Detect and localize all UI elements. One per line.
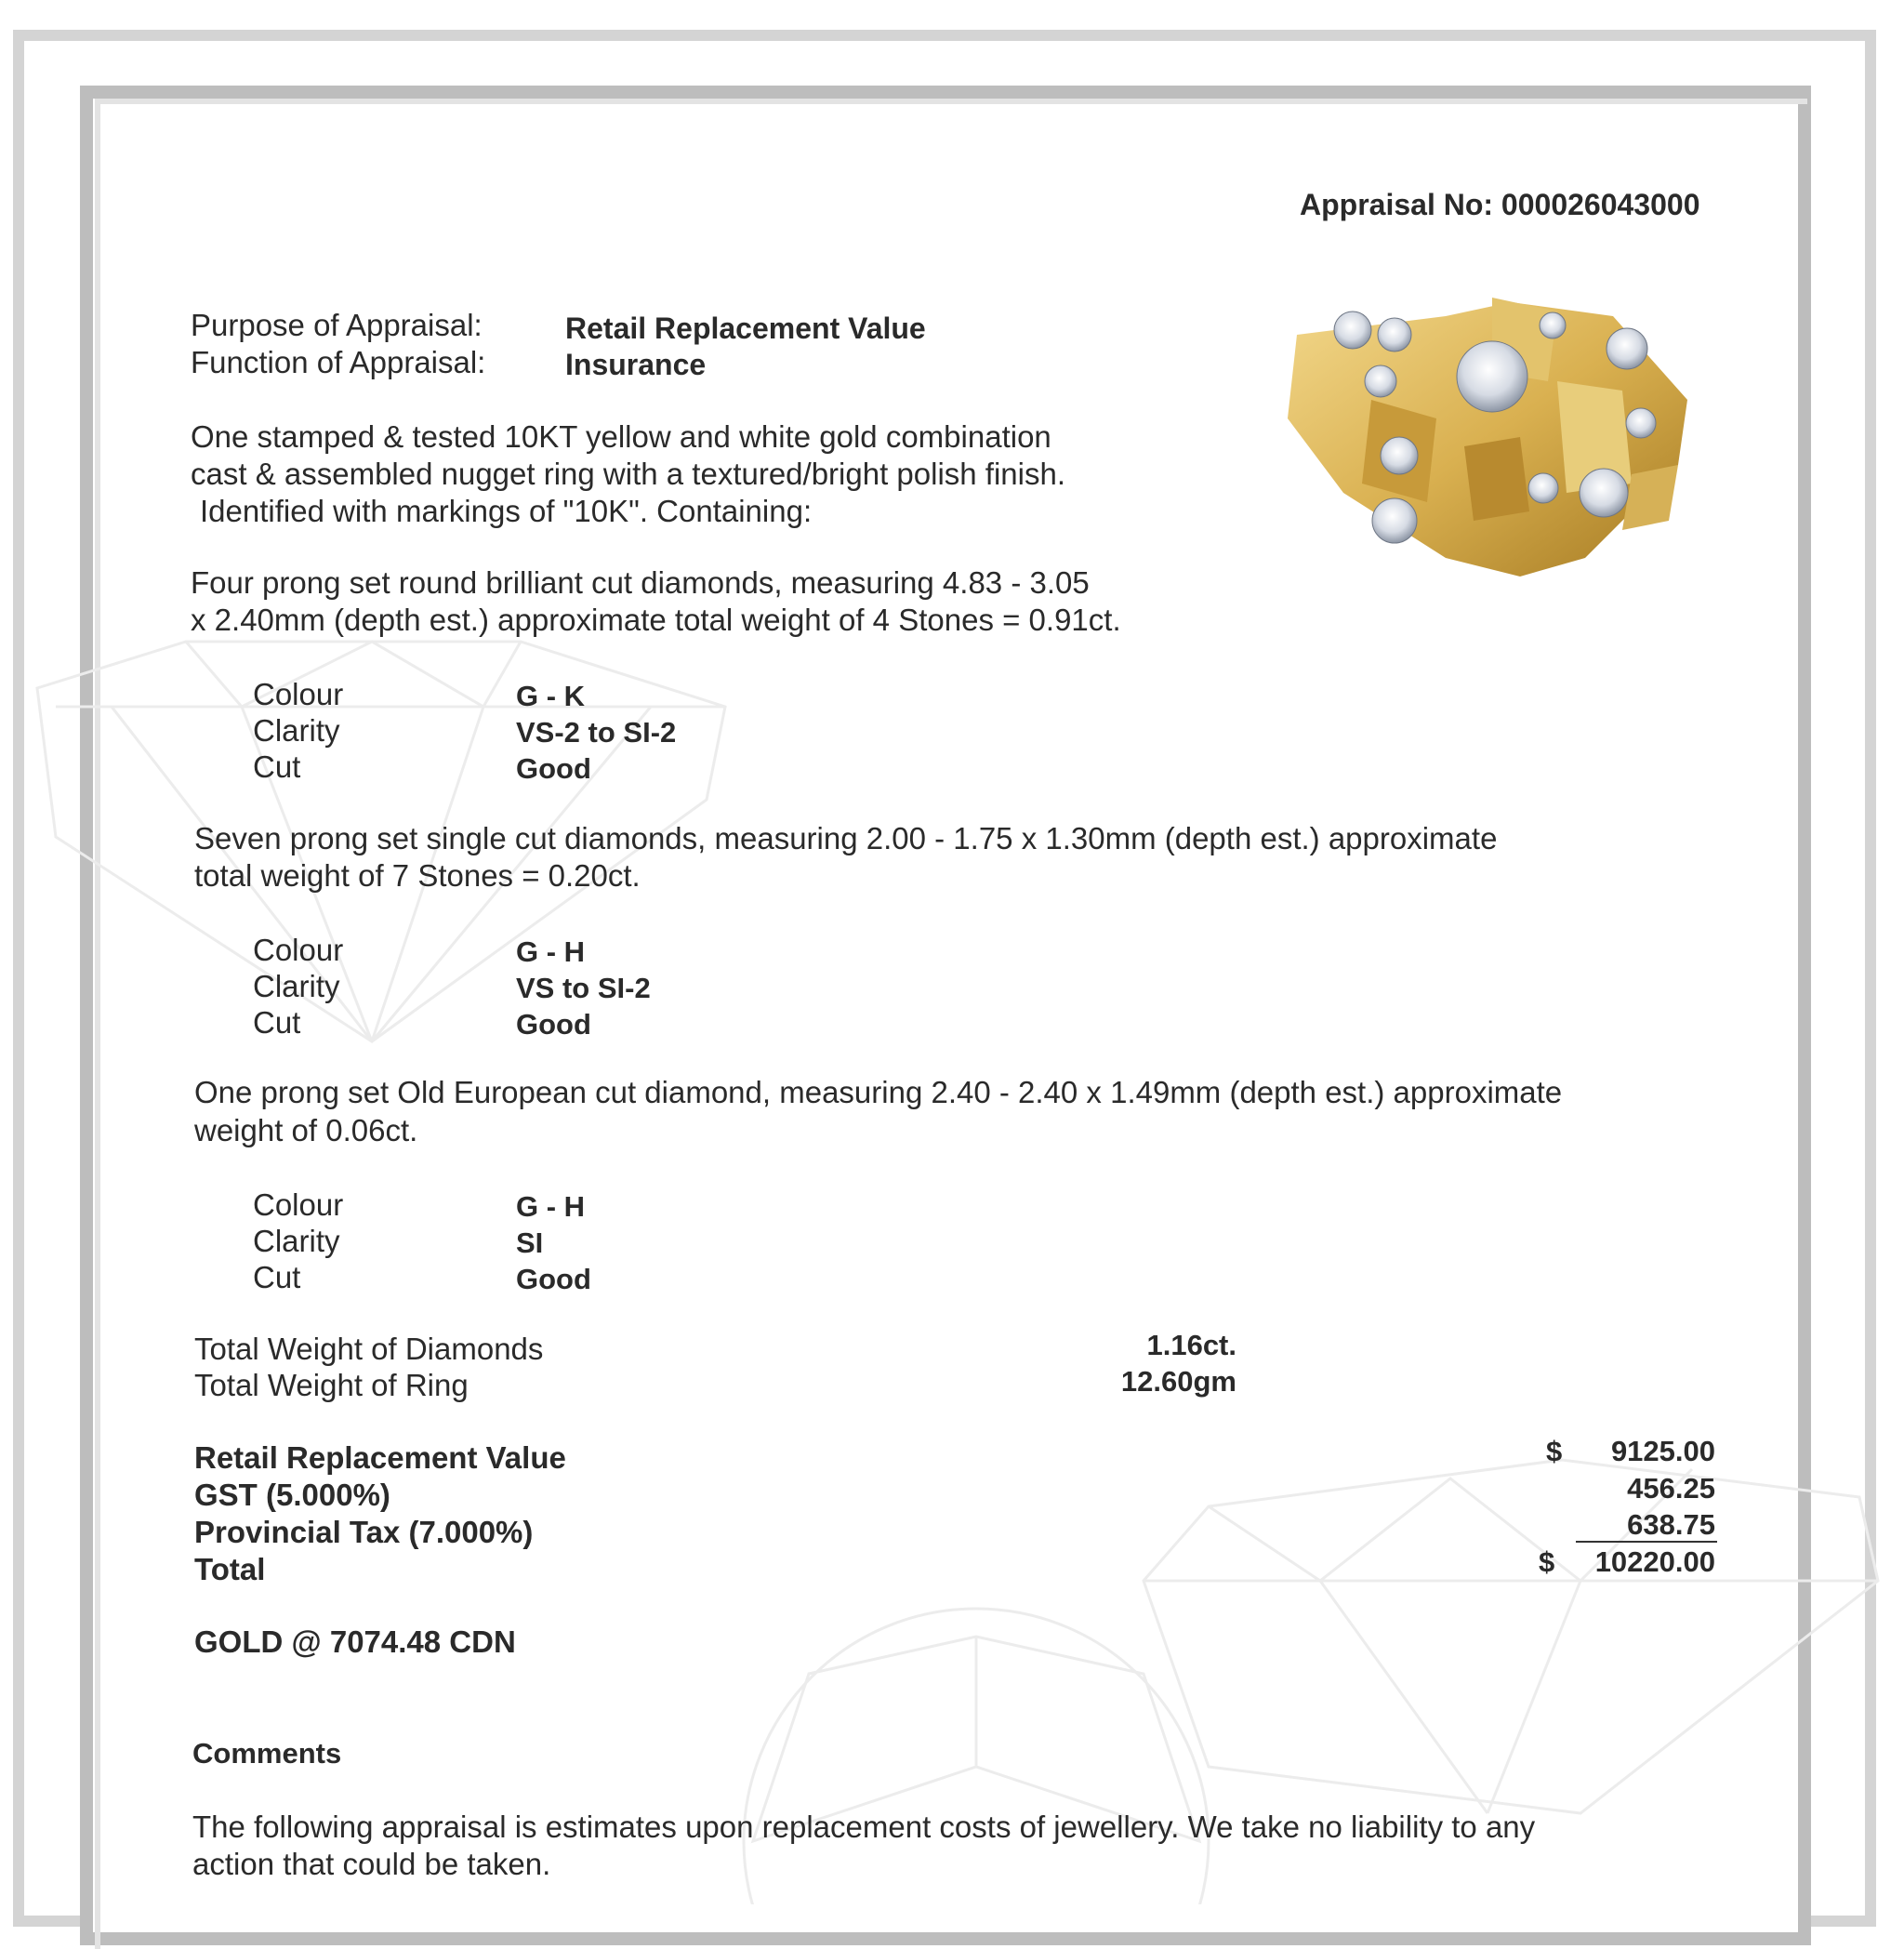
purpose-label: Purpose of Appraisal: (191, 308, 483, 342)
stone-group-1-line-1: Four prong set round brilliant cut diamonds, measuring 4.83 - 3.05 (191, 565, 1090, 600)
comments-line-2: action that could be taken. (192, 1847, 551, 1881)
grade-value: Good (516, 752, 591, 785)
subtotal-rule (1576, 1541, 1717, 1543)
grade-label: Clarity (253, 969, 340, 1003)
function-label: Function of Appraisal: (191, 345, 486, 379)
grade-label: Cut (253, 749, 301, 784)
total-weight-ring-label: Total Weight of Ring (194, 1368, 469, 1402)
stone-group-2-line-1: Seven prong set single cut diamonds, measuring 2.00 - 1.75 x 1.30mm (depth est.) approximate (194, 821, 1498, 855)
currency-sign: $ (1546, 1435, 1563, 1467)
currency-sign: $ (1539, 1545, 1555, 1578)
grade-value: VS-2 to SI-2 (516, 716, 677, 749)
total-amount: 10220.00 (1594, 1545, 1715, 1578)
grade-value: Good (516, 1263, 591, 1295)
grade-value: SI (516, 1226, 544, 1259)
grade-label: Cut (253, 1005, 301, 1040)
grade-value: G - H (516, 1190, 586, 1223)
grade-value: Good (516, 1008, 591, 1041)
gold-price: GOLD @ 7074.48 CDN (194, 1624, 516, 1659)
grade-label: Clarity (253, 1224, 340, 1258)
total-weight-diamonds-label: Total Weight of Diamonds (194, 1332, 544, 1366)
purpose-value: Retail Replacement Value (565, 312, 926, 345)
stone-group-1-line-2: x 2.40mm (depth est.) approximate total weight of 4 Stones = 0.91ct. (191, 603, 1121, 637)
grade-label: Colour (253, 1187, 344, 1222)
grade-value: G - H (516, 935, 586, 968)
function-value: Insurance (565, 348, 707, 381)
description-line-3: Identified with markings of "10K". Containing: (200, 494, 813, 528)
gst-label: GST (5.000%) (194, 1478, 390, 1512)
retail-value-amount: 9125.00 (1610, 1435, 1715, 1467)
provincial-tax-label: Provincial Tax (7.000%) (194, 1515, 534, 1549)
comments-line-1: The following appraisal is estimates upon replacement costs of jewellery. We take no liability to any (192, 1810, 1536, 1844)
stone-group-3-line-2: weight of 0.06ct. (194, 1113, 418, 1147)
grade-label: Colour (253, 933, 344, 967)
comments-heading: Comments (192, 1737, 342, 1770)
grade-value: VS to SI-2 (516, 972, 651, 1004)
grade-label: Clarity (253, 713, 340, 748)
retail-value-label: Retail Replacement Value (194, 1440, 566, 1475)
gst-amount: 456.25 (1627, 1472, 1715, 1505)
total-weight-diamonds-value: 1.16ct. (1146, 1329, 1236, 1361)
appraisal-number: Appraisal No: 000026043000 (1300, 188, 1700, 221)
stone-group-3-line-1: One prong set Old European cut diamond, measuring 2.40 - 2.40 x 1.49mm (depth est.) approximate (194, 1075, 1563, 1109)
total-weight-ring-value: 12.60gm (1120, 1365, 1236, 1398)
grade-value: G - K (516, 680, 586, 712)
description-line-2: cast & assembled nugget ring with a textured/bright polish finish. (191, 457, 1066, 491)
grade-label: Cut (253, 1260, 301, 1294)
total-label: Total (194, 1552, 266, 1586)
grade-label: Colour (253, 677, 344, 711)
stone-group-2-line-2: total weight of 7 Stones = 0.20ct. (194, 858, 641, 893)
description-line-1: One stamped & tested 10KT yellow and white gold combination (191, 419, 1051, 454)
provincial-tax-amount: 638.75 (1627, 1508, 1715, 1541)
ring-photo (1278, 279, 1706, 586)
